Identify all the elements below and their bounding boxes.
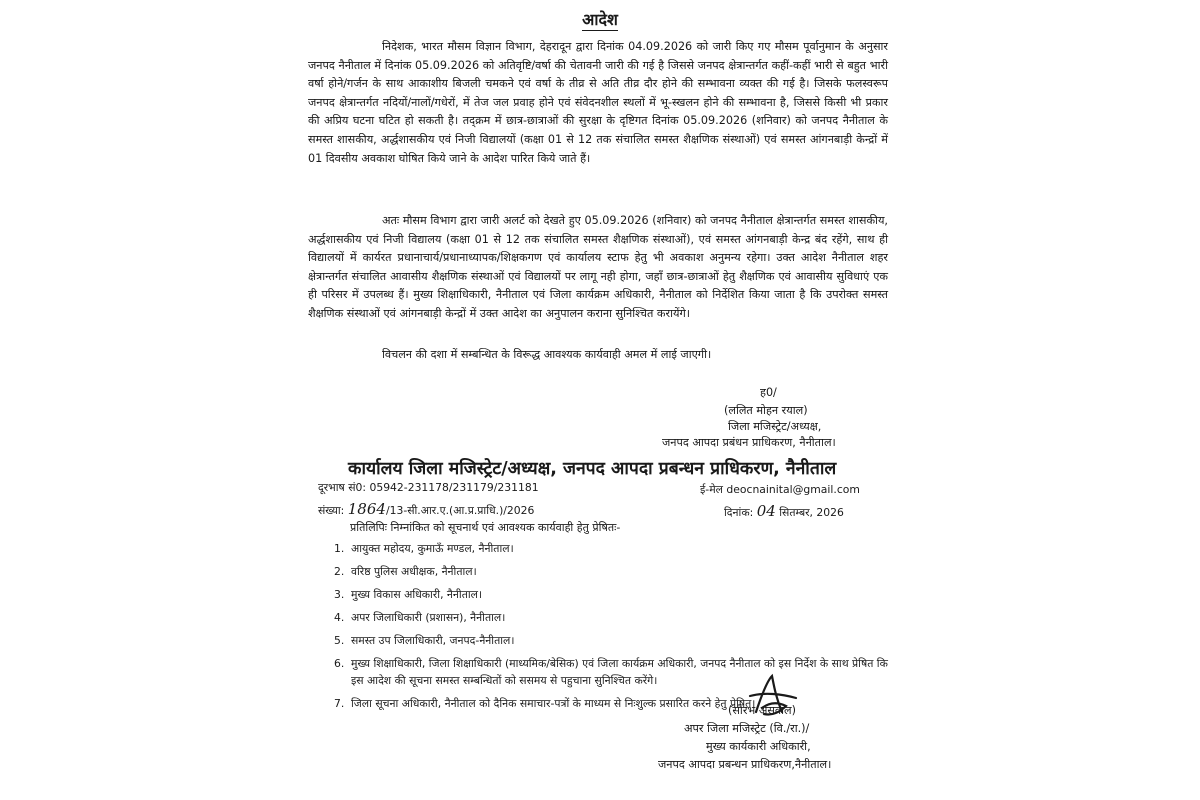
reference-label: संख्या: — [318, 504, 345, 517]
date-label: दिनांक: — [724, 506, 754, 519]
reference-suffix: /13-सी.आर.ए.(आ.प्र.प्राधि.)/2026 — [385, 504, 535, 517]
phone-number: 05942-231178/231179/231181 — [369, 481, 539, 494]
signatory-2-role: मुख्य कार्यकारी अधिकारी, — [706, 740, 811, 753]
email-line — [700, 482, 860, 497]
list-item: 1. आयुक्त महोदय, कुमाऊँ मण्डल, नैनीताल। — [334, 542, 514, 555]
signatory-1-name: (ललित मोहन रयाल) — [724, 404, 808, 417]
signatory-2-office: जनपद आपदा प्रबन्धन प्राधिकरण,नैनीताल। — [658, 758, 832, 771]
signature-sd: ह0/ — [760, 386, 777, 399]
copy-to-list — [334, 540, 890, 718]
paragraph-2: अतः मौसम विभाग द्वारा जारी अलर्ट को देखते हुए 05.09.2026 (शनिवार) को जनपद नैनीताल क्षेत्रान्तर्गत समस्त शासकीय, अर्द्धशासकीय एवं निजी विद्यालय (कक्षा 01 से 12 तक संचालित समस्त शैक्षणिक संस्थाओं), एवं समस्त आंगनबाड़ी केन्द्र बंद रहेंगे, साथ ही विद्यालयों में कार्यरत प्रधानाचार्य/प्रधानाध्यापक/शिक्षकगण एवं कार्यालय स्टाफ हेतु भी अवकाश अनुमन्य रहेगा। उक्त आदेश नैनीताल शहर क्षेत्रान्तर्गत संचालित आवासीय शैक्षणिक संस्थाओं एवं विद्यालयों पर लागू नही होगा, जहाँ छात्र-छात्राओं हेतु शैक्षणिक एवं आवासीय सुविधाएं एक ही परिसर में उपलब्ध हैं। मुख्य शिक्षाधिकारी, नैनीताल एवं जिला कार्यक्रम अधिकारी, नैनीताल को निर्देशित किया जाता है कि उपरोक्त समस्त शैक्षणिक संस्थाओं एवं आंगनबाड़ी केन्द्रों में उक्त आदेश का अनुपालन कराना सुनिश्चित करायेंगे। — [308, 214, 888, 320]
email-address: deocnainital@gmail.com — [726, 483, 860, 496]
paragraph-1: निदेशक, भारत मौसम विज्ञान विभाग, देहरादून द्वारा दिनांक 04.09.2026 को जारी किए गए मौसम पूर्वानुमान के अनुसार जनपद नैनीताल में दिनांक 05.09.2026 को अतिवृष्टि/वर्षा की चेतावनी जारी की गई है जिससे जनपद क्षेत्रान्तर्गत कहीं-कहीं भारी से बहुत भारी वर्षा होने/गर्जन के साथ आकाशीय बिजली चमकने एवं वर्षा के तीव्र से अति तीव्र दौर होने की सम्भावना व्यक्त की गई है। जिसके फलस्वरूप जनपद क्षेत्रान्तर्गत नदियों/नालों/गधेरों, में तेज जल प्रवाह होने एवं संवेदनशील स्थलों में भू-स्खलन होने की सम्भावना है, जिससे किसी भी प्रकार की अप्रिय घटना घटित हो सकती है। तद्क्रम में छात्र-छात्राओं की सुरक्षा के दृष्टिगत दिनांक 05.09.2026 (शनिवार) को जनपद नैनीताल के समस्त शासकीय, अर्द्धशासकीय एवं निजी विद्यालयों (कक्षा 01 से 12 तक संचालित समस्त शैक्षणिक संस्थाओं) एवं समस्त आंगनबाड़ी केन्द्रों में 01 दिवसीय अवकाश घोषित किये जाने के आदेश पारित किये जाते हैं। — [308, 40, 888, 165]
list-item: 3. मुख्य विकास अधिकारी, नैनीताल। — [334, 588, 483, 601]
list-item: 4. अपर जिलाधिकारी (प्रशासन), नैनीताल। — [334, 611, 506, 624]
signatory-2-designation: अपर जिला मजिस्ट्रेट (वि./रा.)/ — [684, 722, 810, 735]
reference-handwritten-number: 1864 — [347, 500, 386, 518]
email-label: ई-मेल — [700, 483, 723, 496]
document-title: आदेश — [582, 10, 618, 29]
list-item: 2. वरिष्ठ पुलिस अधीक्षक, नैनीताल। — [334, 565, 477, 578]
order-date — [724, 502, 844, 520]
office-header: कार्यालय जिला मजिस्ट्रेट/अध्यक्ष, जनपद आपदा प्रबन्धन प्राधिकरण, नैनीताल — [348, 459, 837, 479]
signatory-2-name: (सौरभ असवाल) — [728, 704, 796, 717]
signatory-1-designation: जिला मजिस्ट्रेट/अध्यक्ष, — [728, 420, 822, 433]
list-item: 7. जिला सूचना अधिकारी, नैनीताल को दैनिक समाचार-पत्रों के माध्यम से निःशुल्क प्रसारित करने हेतु प्रेषित। — [334, 697, 756, 710]
paragraph-3: विचलन की दशा में सम्बन्धित के विरूद्ध आवश्यक कार्यवाही अमल में लाई जाएगी। — [382, 348, 712, 361]
date-day: 04 — [756, 502, 776, 520]
phone-label: दूरभाष सं0: — [318, 481, 367, 494]
reference-number — [318, 500, 534, 518]
signatory-1-office: जनपद आपदा प्रबंधन प्राधिकरण, नैनीताल। — [662, 436, 836, 449]
date-month-year: सितम्बर, 2026 — [779, 506, 844, 519]
list-item: 6. मुख्य शिक्षाधिकारी, जिला शिक्षाधिकारी (माध्यमिक/बेसिक) एवं जिला कार्यक्रम अधिकारी, जनपद नैनीताल को इस निर्देश के साथ प्रेषित कि इस आदेश की सूचना समस्त सम्बन्धितों को ससमय से पहुचाना सुनिश्चित करेंगे। — [334, 657, 888, 687]
phone-line — [318, 480, 539, 495]
list-item: 5. समस्त उप जिलाधिकारी, जनपद-नैनीताल। — [334, 634, 515, 647]
copy-to-heading: प्रतिलिपिः निम्नांकित को सूचनार्थ एवं आवश्यक कार्यवाही हेतु प्रेषितः- — [350, 521, 621, 534]
